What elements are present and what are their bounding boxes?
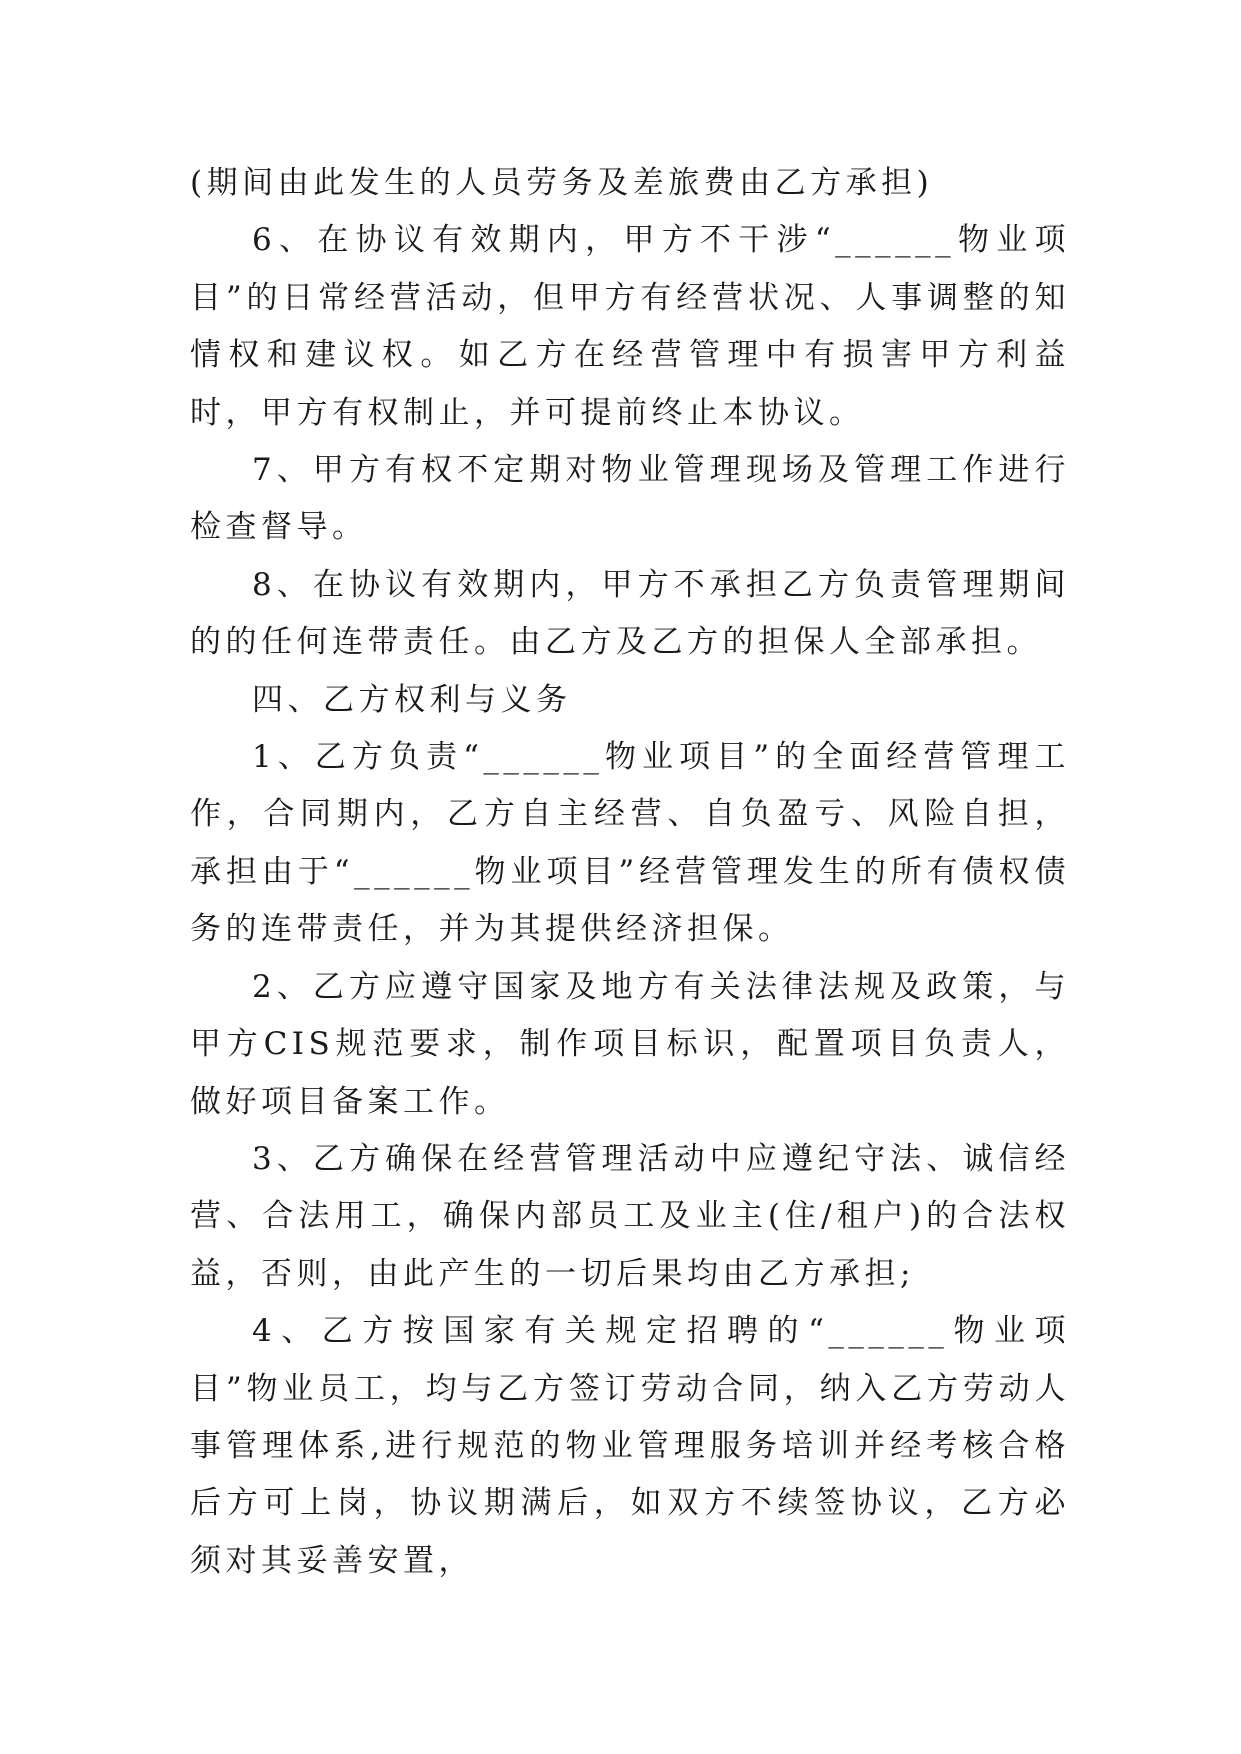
paragraph-party-b-4: 4、乙方按国家有关规定招聘的“______物业项目”物业员工，均与乙方签订劳动合同，纳入乙方劳动人事管理体系,进行规范的物业管理服务培训并经考核合格后方可上岗，协议期满后，如双方不续签协议，乙方必须对其妥善安置， [190,1313,1070,1579]
paragraph-party-b-3: 3、乙方确保在经营管理活动中应遵纪守法、诚信经营、合法用工，确保内部员工及业主(住/租户)的合法权益，否则，由此产生的一切后果均由乙方承担; [190,1140,1070,1292]
paragraph-clause-7: 7、甲方有权不定期对物业管理现场及管理工作进行检查督导。 [190,452,1070,546]
paragraph-party-b-1: 1、乙方负责“______物业项目”的全面经营管理工作，合同期内，乙方自主经营、自负盈亏、风险自担，承担由于“______物业项目”经营管理发生的所有债权债务的连带责任，并为其提供经济担保。 [190,739,1070,948]
paragraph-continuation: (期间由此发生的人员劳务及差旅费由乙方承担) [190,165,934,201]
document-body [190,155,1070,1590]
section-heading-4: 四、乙方权利与义务 [252,681,572,718]
paragraph-clause-8: 8、在协议有效期内，甲方不承担乙方负责管理期间的的任何连带责任。由乙方及乙方的担保人全部承担。 [190,566,1070,661]
paragraph-clause-6: 6、在协议有效期内，甲方不干涉“______物业项目”的日常经营活动，但甲方有经营状况、人事调整的知情权和建议权。如乙方在经营管理中有损害甲方利益时，甲方有权制止，并可提前终止本协议。 [190,222,1070,431]
paragraph-party-b-2: 2、乙方应遵守国家及地方有关法律法规及政策，与甲方CIS规范要求，制作项目标识，配置项目负责人，做好项目备案工作。 [190,968,1070,1120]
